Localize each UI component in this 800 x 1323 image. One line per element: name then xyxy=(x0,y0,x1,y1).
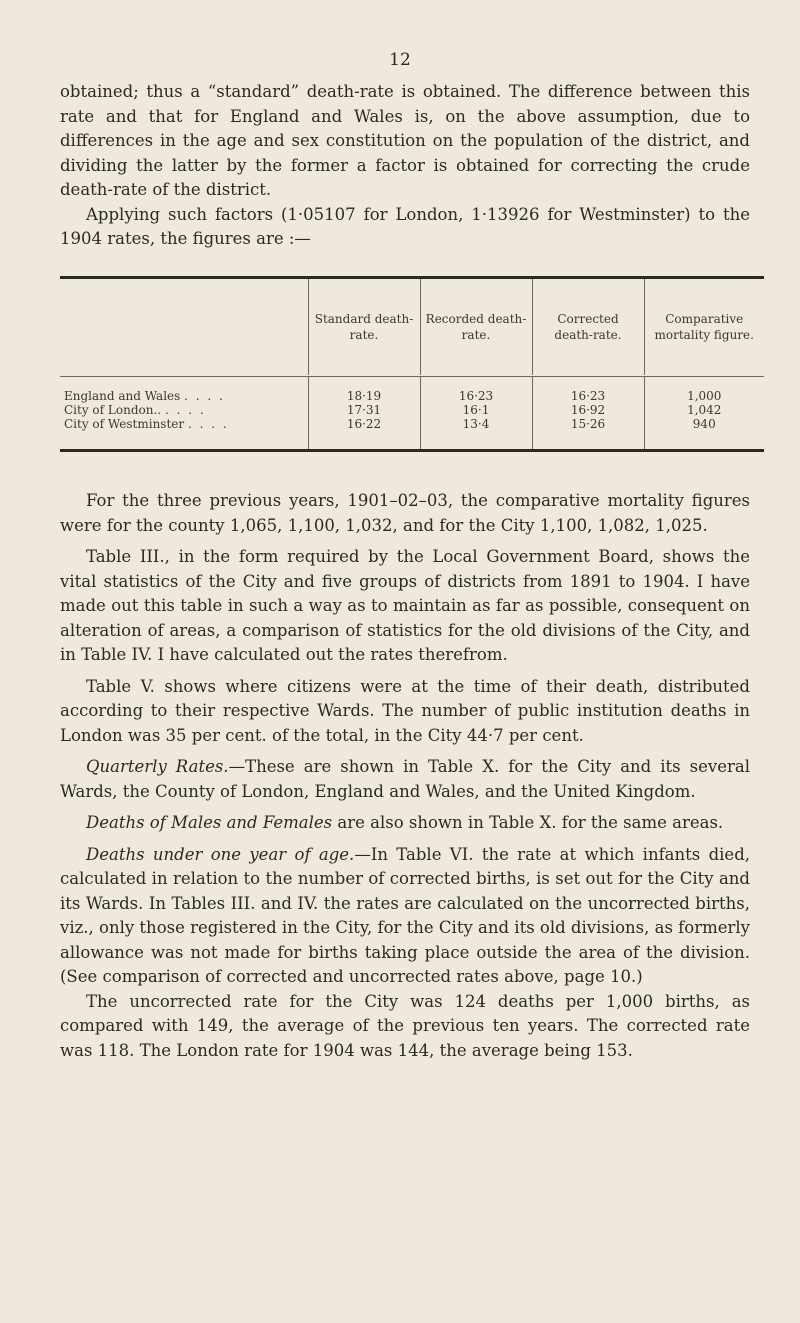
cell-corrected: 16·23 xyxy=(532,389,644,403)
col-header-corrected: Corrected death-rate. xyxy=(532,279,644,375)
row-label: England and Wales xyxy=(64,389,181,403)
cell-standard: 16·22 xyxy=(308,417,420,431)
paragraph-intro-2: Applying such factors (1·05107 for London, 1·13926 for Westminster) to the 1904 rates, the figures are :— xyxy=(60,204,750,248)
col-header-standard: Standard death-rate. xyxy=(308,279,420,375)
cell-corrected: 16·92 xyxy=(532,403,644,417)
paragraph-quarterly-rates xyxy=(60,755,750,804)
intro-section xyxy=(60,80,750,252)
cell-recorded: 16·23 xyxy=(420,389,532,403)
row-label: City of London.. xyxy=(64,403,162,417)
heading-males-females: Deaths of Males and Females xyxy=(86,813,333,832)
paragraph-table-v: Table V. shows where citizens were at the time of their death, distributed according to their respective Wards. The number of public institution deaths in London was 35 per cent. of the total, in the City 44·7 per cent. xyxy=(60,676,750,745)
table-bottom-rule xyxy=(60,449,764,452)
page-number: 12 xyxy=(389,50,411,70)
heading-infant-deaths: Deaths under one year of age. xyxy=(86,844,355,864)
cell-comparative: 940 xyxy=(644,417,764,431)
paragraph-males-females xyxy=(60,811,750,836)
table-row xyxy=(60,403,764,417)
paragraph-previous-years: For the three previous years, 1901–02–03, the comparative mortality figures were for the county 1,065, 1,100, 1,032, and for the City 1,100, 1,082, 1,025. xyxy=(60,491,750,535)
paragraph-uncorrected-rate: The uncorrected rate for the City was 124 deaths per 1,000 births, as compared with 149, the average of the previous ten years. The corrected rate was 118. The London rate for 1904 was 144, the average being 153. xyxy=(60,991,750,1060)
table-row xyxy=(60,389,764,403)
row-label: City of Westminster xyxy=(64,417,185,431)
paragraph-infant-deaths xyxy=(60,843,750,990)
cell-corrected: 15·26 xyxy=(532,417,644,431)
cell-standard: 17·31 xyxy=(308,403,420,417)
paragraph-table-iii: Table III., in the form required by the Local Government Board, shows the vital statistics of the City and five groups of districts from 1891 to 1904. I have made out this table in such a way as to maintain as far as possible, consequent on alteration of areas, a comparison of statistics for the old divisions of the City, and in Table IV. I have calculated out the rates therefrom. xyxy=(60,547,750,664)
body-section xyxy=(60,489,750,1063)
cell-comparative: 1,042 xyxy=(644,403,764,417)
cell-recorded: 13·4 xyxy=(420,417,532,431)
cell-standard: 18·19 xyxy=(308,389,420,403)
cell-recorded: 16·1 xyxy=(420,403,532,417)
paragraph-intro-1: obtained; thus a “standard” death-rate is obtained. The difference between this rate and that for England and Wales is, on the above assumption, due to differences in the age and sex constitution on the population of the district, and dividing the latter by the former a factor is obtained for correcting the crude death-rate of the district. xyxy=(60,82,750,199)
cell-comparative: 1,000 xyxy=(644,389,764,403)
table-row xyxy=(60,417,764,431)
row-leader-dots: . . . . xyxy=(164,403,206,417)
col-header-comparative: Comparative mortality figure. xyxy=(644,279,764,375)
text-quarterly-rates: —These are shown in Table X. for the City and its several Wards, the County of London, England and Wales, and the United Kingdom. xyxy=(60,757,750,801)
row-leader-dots: . . . . xyxy=(184,389,225,403)
table-stub-header xyxy=(60,279,308,375)
col-header-recorded: Recorded death-rate. xyxy=(420,279,532,375)
mortality-table xyxy=(60,276,764,452)
text-males-females: are also shown in Table X. for the same areas. xyxy=(332,813,724,832)
text-infant-deaths: —In Table VI. the rate at which infants died, calculated in relation to the number of corrected births, is set out for the City and its Wards. In Tables III. and IV. the rates are calculated on the uncorrected births, viz., only those registered in the City, for the City and its old divisions, as formerly allowance was not made for births taking place outside the area of the division. (See comparison of corrected and uncorrected rates above, page 10.) xyxy=(60,844,751,986)
row-leader-dots: . . . . xyxy=(187,417,229,431)
heading-quarterly-rates: Quarterly Rates. xyxy=(86,757,229,776)
